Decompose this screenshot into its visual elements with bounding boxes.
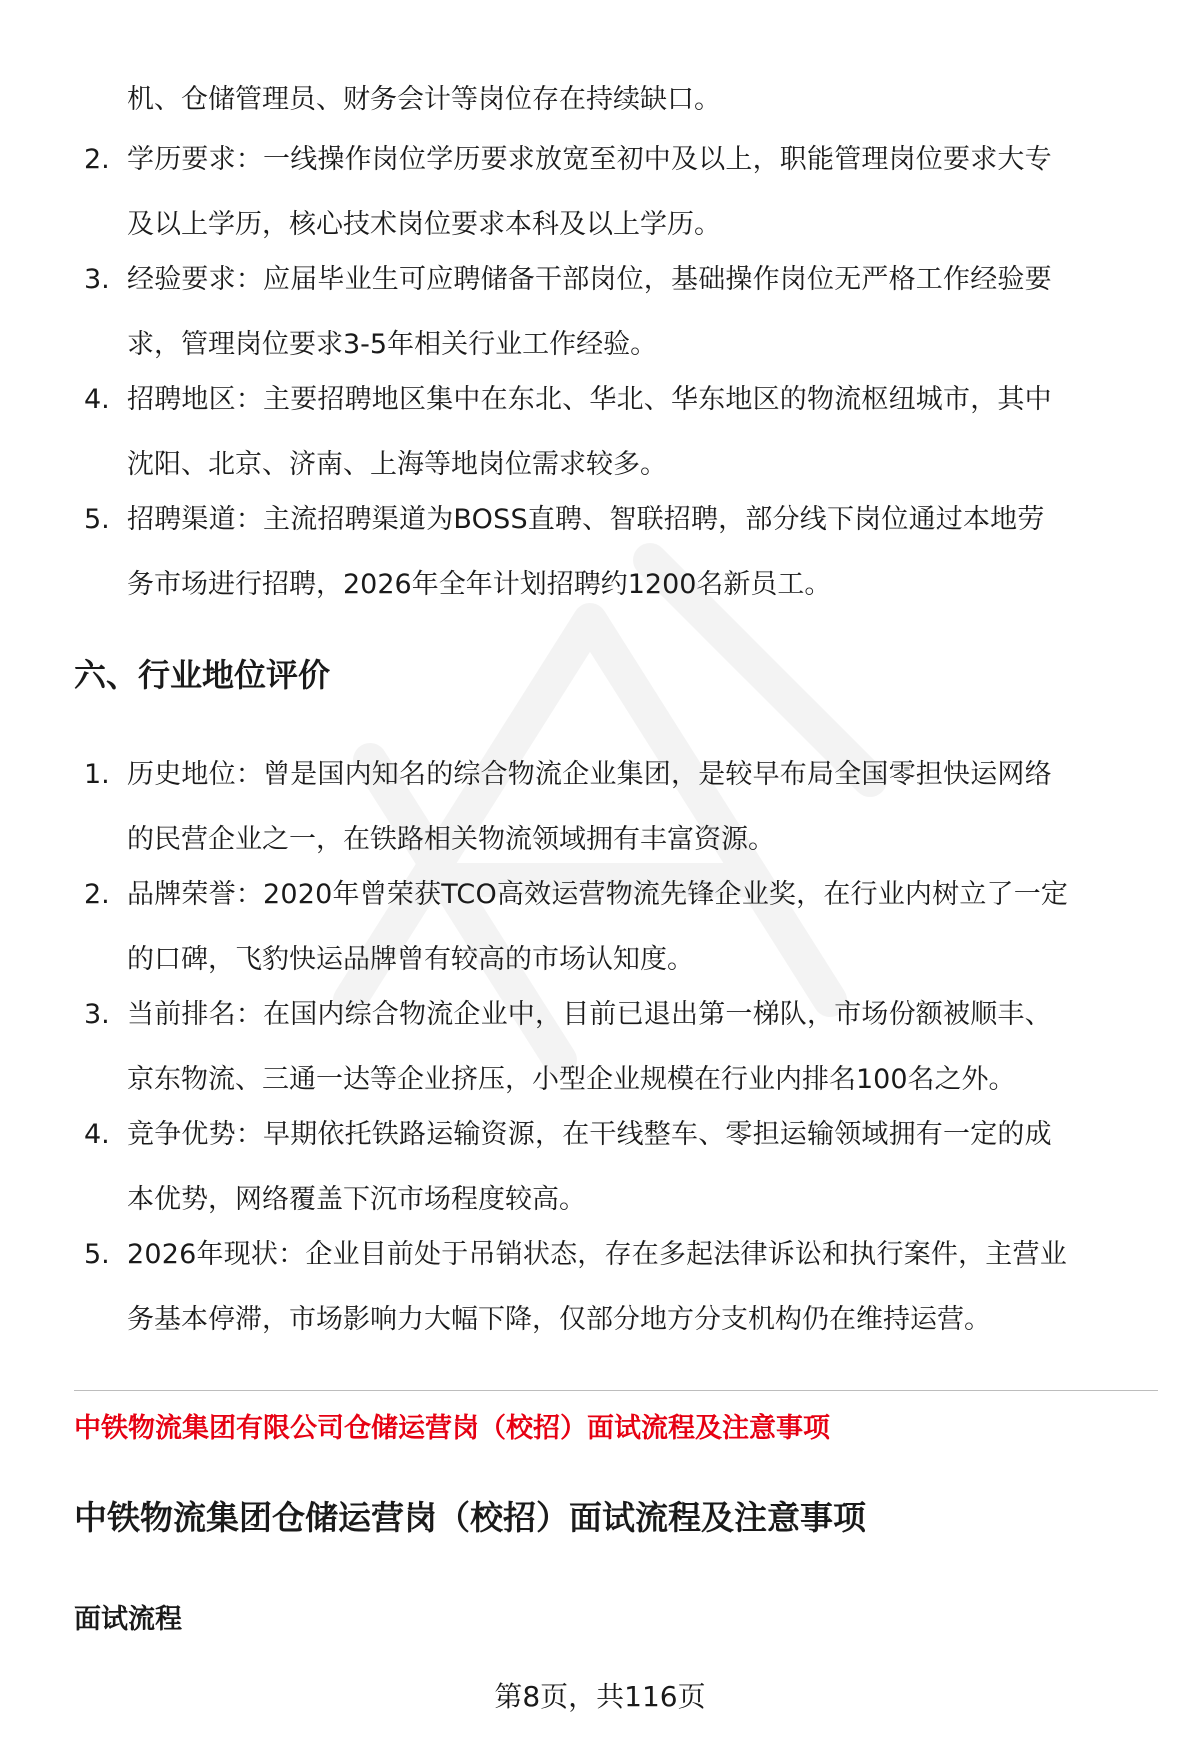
list-item-number: 3. (84, 999, 110, 1030)
list-item-number: 4. (84, 1119, 110, 1150)
list-item-text: 历史地位：曾是国内知名的综合物流企业集团，是较早布局全国零担快运网络 (127, 759, 1052, 790)
page-number: 第8页，共116页 (494, 1680, 706, 1713)
list-item-text-continued: 京东物流、三通一达等企业挤压，小型企业规模在行业内排名100名之外。 (127, 1064, 1016, 1095)
list-item-number: 3. (84, 264, 110, 295)
list-item-text-continued: 务市场进行招聘，2026年全年计划招聘约1200名新员工。 (127, 569, 832, 600)
list-item-text: 学历要求：一线操作岗位学历要求放宽至初中及以上，职能管理岗位要求大专 (127, 144, 1052, 175)
list-item-text: 品牌荣誉：2020年曾荣获TCO高效运营物流先锋企业奖，在行业内树立了一定 (127, 879, 1069, 910)
list-item-number: 5. (84, 504, 110, 535)
section-divider (74, 1390, 1158, 1391)
list-item-text-continued: 的民营企业之一，在铁路相关物流领域拥有丰富资源。 (127, 824, 775, 855)
list-item-text: 招聘渠道：主流招聘渠道为BOSS直聘、智联招聘，部分线下岗位通过本地劳 (127, 504, 1045, 535)
list-item-number: 1. (84, 759, 110, 790)
list-item-text: 当前排名：在国内综合物流企业中，目前已退出第一梯队，市场份额被顺丰、 (127, 999, 1052, 1030)
section-heading: 中铁物流集团仓储运营岗（校招）面试流程及注意事项 (74, 1498, 866, 1537)
list-item-text-continued: 沈阳、北京、济南、上海等地岗位需求较多。 (127, 449, 667, 480)
list-item-text: 招聘地区：主要招聘地区集中在东北、华北、华东地区的物流枢纽城市，其中 (127, 384, 1052, 415)
list-item-number: 5. (84, 1239, 110, 1270)
continuation-line: 机、仓储管理员、财务会计等岗位存在持续缺口。 (127, 84, 721, 115)
list-item-number: 4. (84, 384, 110, 415)
red-document-title: 中铁物流集团有限公司仓储运营岗（校招）面试流程及注意事项 (74, 1413, 830, 1444)
list-item-number: 2. (84, 879, 110, 910)
list-item-text-continued: 的口碑，飞豹快运品牌曾有较高的市场认知度。 (127, 944, 694, 975)
list-item-text-continued: 务基本停滞，市场影响力大幅下降，仅部分地方分支机构仍在维持运营。 (127, 1304, 991, 1335)
list-item-text: 竞争优势：早期依托铁路运输资源，在干线整车、零担运输领域拥有一定的成 (127, 1119, 1052, 1150)
list-item-text-continued: 及以上学历，核心技术岗位要求本科及以上学历。 (127, 209, 721, 240)
sub-heading: 面试流程 (74, 1604, 182, 1635)
list-item-number: 2. (84, 144, 110, 175)
list-item-text: 2026年现状：企业目前处于吊销状态，存在多起法律诉讼和执行案件，主营业 (127, 1239, 1067, 1270)
list-item-text-continued: 本优势，网络覆盖下沉市场程度较高。 (127, 1184, 586, 1215)
list-item-text: 经验要求：应届毕业生可应聘储备干部岗位，基础操作岗位无严格工作经验要 (127, 264, 1052, 295)
section-title: 六、行业地位评价 (74, 656, 331, 694)
list-item-text-continued: 求，管理岗位要求3-5年相关行业工作经验。 (127, 329, 658, 360)
